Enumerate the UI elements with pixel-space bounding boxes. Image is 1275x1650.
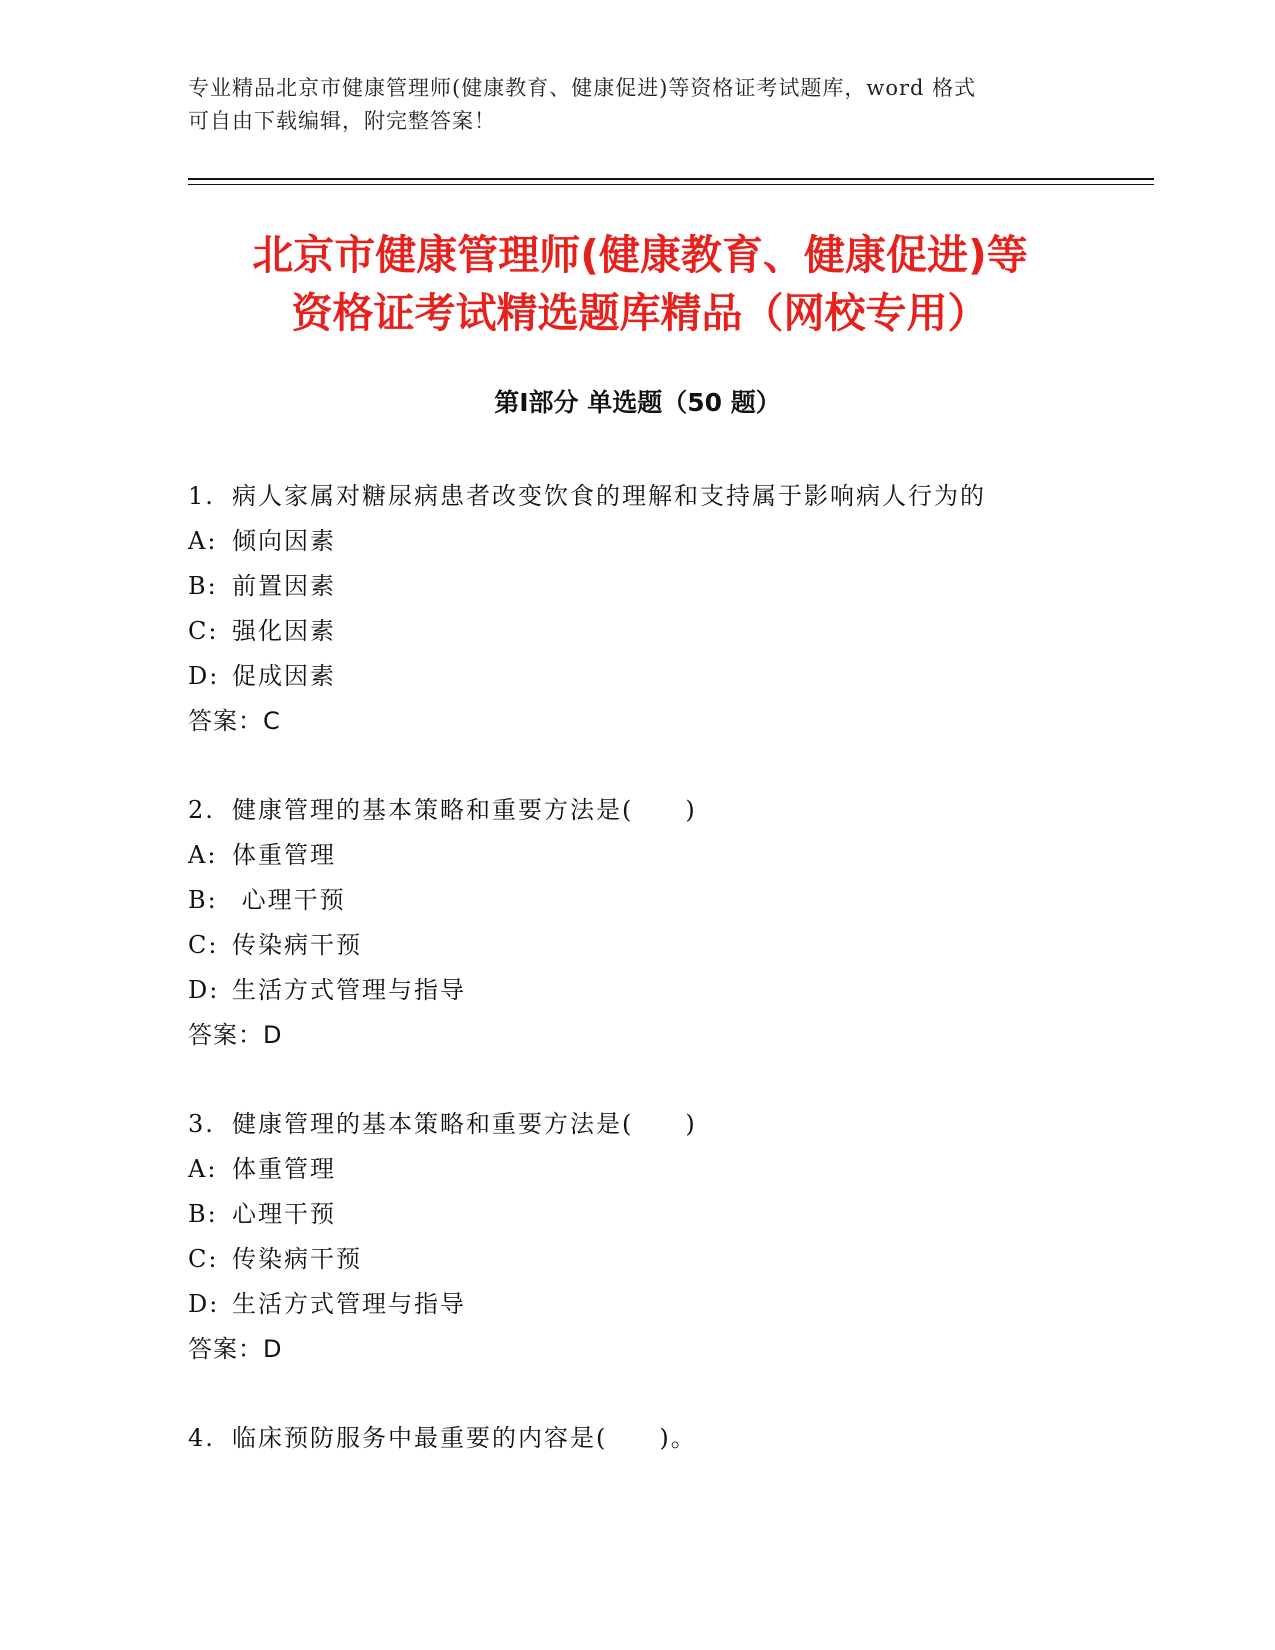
option-d	[188, 1282, 1088, 1327]
answer-line: 答案：C	[188, 707, 281, 735]
option-text: 心理干预	[232, 1200, 336, 1228]
option-text: 促成因素	[232, 662, 336, 690]
option-a	[188, 1147, 1088, 1192]
option-a	[188, 833, 1088, 878]
title-line-2: 资格证考试精选题库精品（网校专用）	[291, 289, 989, 337]
question-text: 健康管理的基本策略和重要方法是( )	[232, 796, 697, 824]
option-text: 心理干预	[232, 886, 346, 914]
question-text: 临床预防服务中最重要的内容是( )。	[232, 1424, 697, 1452]
question-2	[188, 788, 1088, 1058]
question-stem	[188, 1416, 1088, 1461]
option-text: 倾向因素	[232, 527, 336, 555]
answer-line: 答案：D	[188, 1335, 283, 1363]
option-b	[188, 1192, 1088, 1237]
option-text: 传染病干预	[232, 931, 362, 959]
question-number: 4.	[188, 1424, 215, 1452]
question-text: 病人家属对糖尿病患者改变饮食的理解和支持属于影响病人行为的	[232, 482, 986, 510]
option-letter: B:	[188, 572, 218, 600]
option-letter: C:	[188, 1245, 219, 1273]
question-stem	[188, 474, 1088, 519]
option-letter: D:	[188, 1290, 220, 1318]
document-title	[150, 226, 1130, 342]
option-letter: A:	[188, 1155, 218, 1183]
option-text: 体重管理	[232, 841, 336, 869]
option-c	[188, 1237, 1088, 1282]
option-d	[188, 968, 1088, 1013]
question-text: 健康管理的基本策略和重要方法是( )	[232, 1110, 697, 1138]
option-text: 生活方式管理与指导	[232, 1290, 466, 1318]
question-3	[188, 1102, 1088, 1372]
header-rule-thin	[188, 184, 1154, 185]
title-line-1: 北京市健康管理师(健康教育、健康促进)等	[252, 231, 1028, 279]
option-text: 前置因素	[232, 572, 336, 600]
intro-line-2: 可自由下载编辑，附完整答案！	[188, 109, 496, 133]
question-stem	[188, 1102, 1088, 1147]
option-c	[188, 609, 1088, 654]
option-c	[188, 923, 1088, 968]
option-text: 体重管理	[232, 1155, 336, 1183]
question-number: 2.	[188, 796, 215, 824]
section-heading: 第Ⅰ部分 单选题（50 题）	[494, 388, 781, 417]
option-letter: B:	[188, 886, 218, 914]
option-text: 生活方式管理与指导	[232, 976, 466, 1004]
question-4	[188, 1416, 1088, 1461]
intro-line-1: 专业精品北京市健康管理师(健康教育、健康促进)等资格证考试题库，word 格式	[188, 76, 977, 100]
option-b	[188, 564, 1088, 609]
option-letter: A:	[188, 841, 218, 869]
option-letter: C:	[188, 931, 219, 959]
question-list	[188, 474, 1088, 1505]
option-letter: D:	[188, 662, 220, 690]
question-number: 3.	[188, 1110, 215, 1138]
question-1	[188, 474, 1088, 744]
option-letter: C:	[188, 617, 219, 645]
option-letter: B:	[188, 1200, 218, 1228]
option-a	[188, 519, 1088, 564]
option-letter: D:	[188, 976, 220, 1004]
option-letter: A:	[188, 527, 218, 555]
option-text: 强化因素	[232, 617, 336, 645]
option-text: 传染病干预	[232, 1245, 362, 1273]
question-number: 1.	[188, 482, 215, 510]
option-d	[188, 654, 1088, 699]
document-intro	[188, 72, 1068, 138]
answer-line: 答案：D	[188, 1021, 283, 1049]
question-stem	[188, 788, 1088, 833]
header-rule-thick	[188, 178, 1154, 180]
option-b	[188, 878, 1088, 923]
